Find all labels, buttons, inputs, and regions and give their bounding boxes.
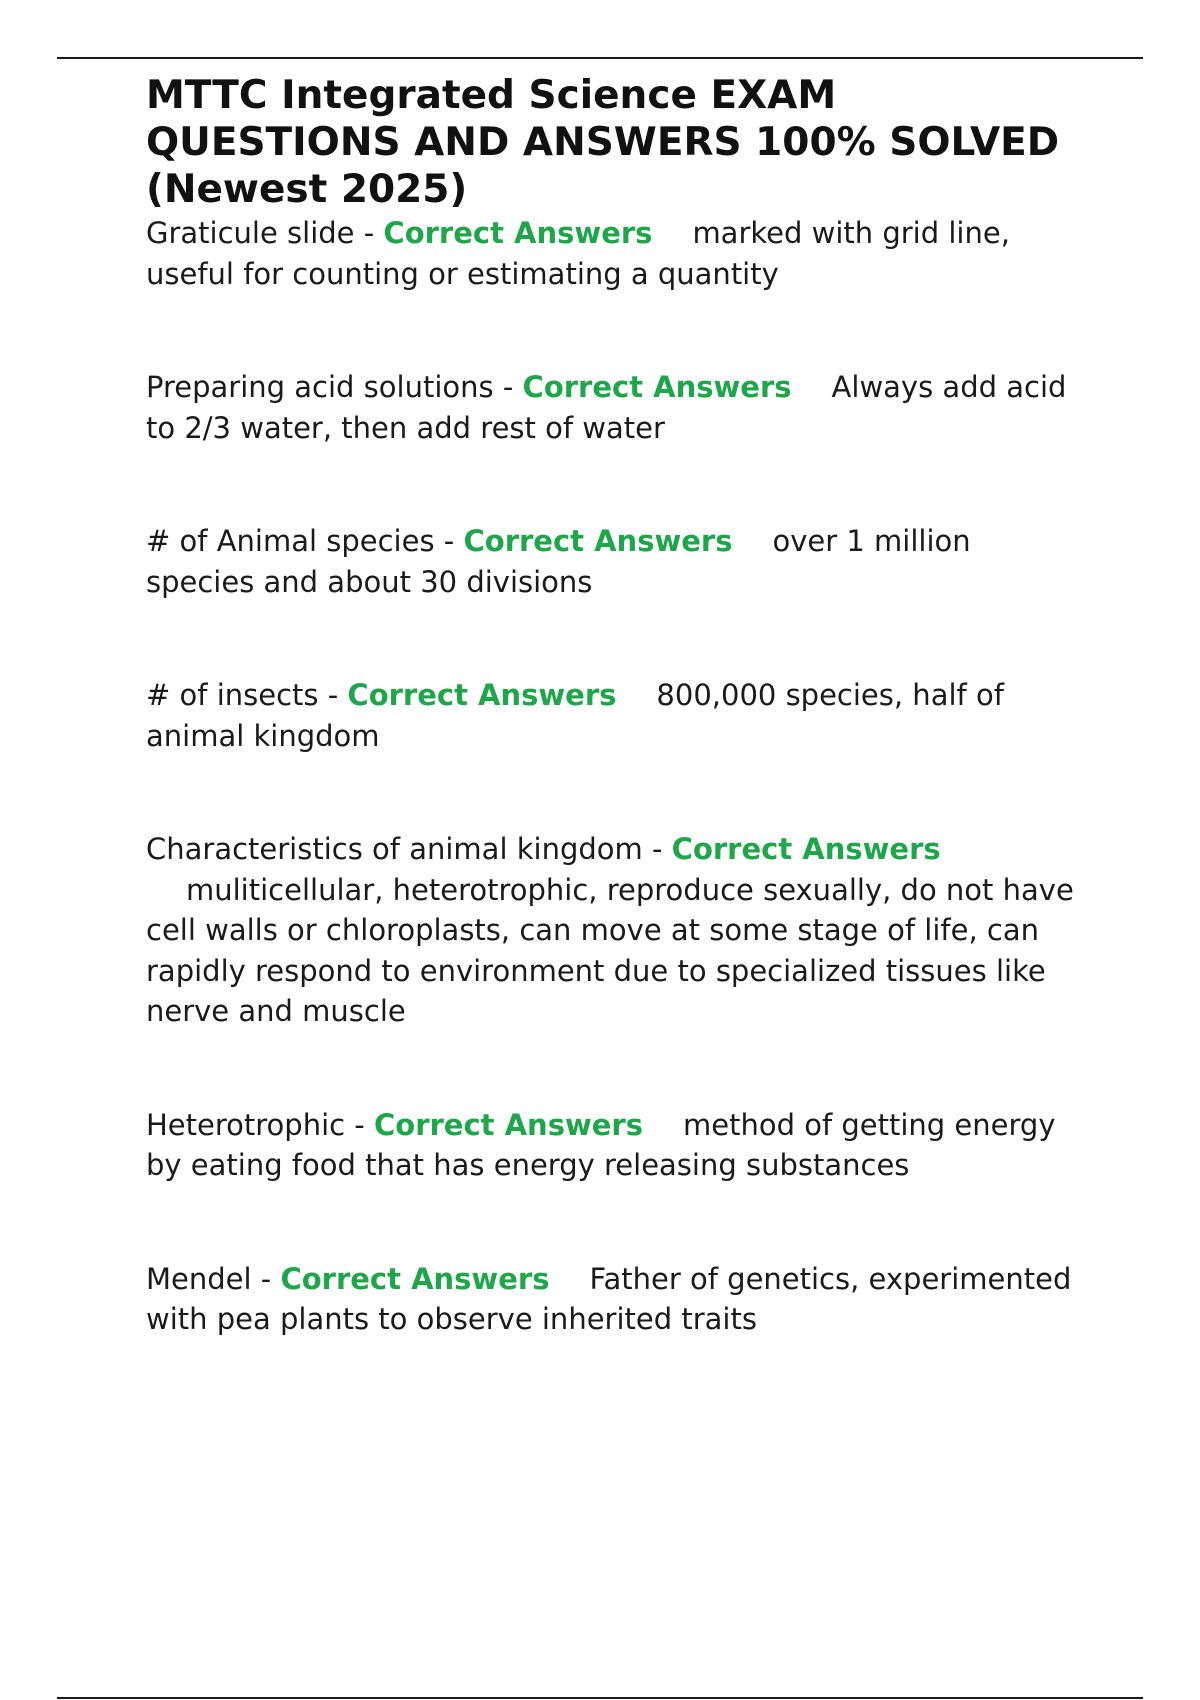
qa-answer: muliticellular, heterotrophic, reproduce sexually, do not have cell walls or chloroplasts, can move at some stage of life, can rapidly respond to environment due to specialized tissues like nerve and muscle: [146, 872, 1074, 1028]
qa-term: Characteristics of animal kingdom -: [146, 832, 672, 866]
correct-answers-label: Correct Answers: [280, 1261, 550, 1296]
qa-term: # of insects -: [146, 678, 348, 712]
qa-answer: Father of genetics, experimented with pea plants to observe inherited traits: [146, 1261, 1072, 1336]
qa-item: [146, 675, 1076, 756]
document-title: MTTC Integrated Science EXAM QUESTIONS AND ANSWERS 100% SOLVED (Newest 2025): [146, 73, 1060, 212]
qa-answer: over 1 million species and about 30 divisions: [146, 524, 971, 599]
qa-item: [146, 367, 1076, 448]
correct-answers-label: Correct Answers: [383, 216, 653, 250]
document-body: [146, 72, 1076, 1340]
bottom-rule: [57, 1697, 1143, 1699]
qa-answer: marked with grid line, useful for counting or estimating a quantity: [146, 216, 1010, 291]
qa-item: [146, 1259, 1076, 1340]
qa-term: # of Animal species -: [146, 524, 464, 558]
qa-answer: method of getting energy by eating food that has energy releasing substances: [146, 1107, 1056, 1182]
correct-answers-label: Correct Answers: [522, 370, 792, 404]
correct-answers-label: Correct Answers: [373, 1107, 643, 1142]
qa-item: [146, 829, 1076, 1032]
qa-term: Graticule slide -: [146, 216, 384, 250]
correct-answers-label: Correct Answers: [463, 524, 733, 558]
top-rule: [57, 57, 1143, 59]
qa-term: Preparing acid solutions -: [146, 370, 523, 404]
correct-answers-label: Correct Answers: [671, 832, 941, 866]
correct-answers-label: Correct Answers: [347, 678, 617, 712]
qa-answer: 800,000 species, half of animal kingdom: [146, 678, 1004, 753]
qa-item: [146, 213, 1076, 294]
qa-term: Mendel -: [146, 1261, 281, 1296]
qa-item: [146, 1105, 1076, 1186]
qa-answer: Always add acid to 2/3 water, then add rest of water: [146, 370, 1067, 445]
qa-term: Heterotrophic -: [146, 1107, 374, 1142]
qa-item: [146, 521, 1076, 602]
